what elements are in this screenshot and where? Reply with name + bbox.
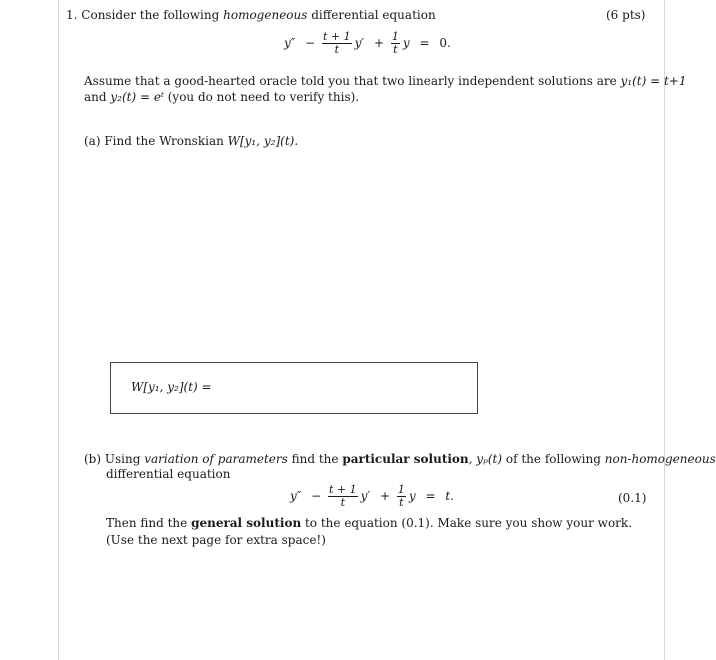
eq1-rhs: 0. [439, 36, 451, 50]
part-b-prompt-line-2: differential equation [106, 467, 231, 481]
part-b-label-yp: , yₚ(t) [468, 452, 503, 466]
part-b-prompt-line-1 [84, 452, 716, 467]
eq2-rhs: t. [445, 489, 454, 503]
eq1-frac2 [391, 31, 400, 56]
eq1-equals: = [419, 36, 430, 50]
part-b-extra-space-note: (Use the next page for extra space!) [106, 533, 326, 547]
assume-line-2 [84, 90, 359, 105]
eq2-frac1-num: t + 1 [328, 483, 357, 496]
problem-number: 1. [66, 8, 78, 22]
part-b-label-emph: variation of parameters [144, 452, 288, 466]
eq2-term2: y′ [360, 489, 371, 503]
eq2-term3: y [408, 489, 416, 503]
eq1-minus: − [305, 36, 316, 50]
part-b-then-bold: general solution [191, 516, 302, 530]
part-b-then-prefix: Then find the [106, 516, 192, 530]
eq1-term3: y [402, 36, 410, 50]
eq1-frac2-den: t [393, 43, 398, 56]
part-b-then-line [106, 516, 632, 531]
part-b-label-bold: particular solution [342, 452, 469, 466]
assume-line2-suffix: (you do not need to verify this). [163, 90, 360, 104]
assume-line-1 [84, 74, 686, 89]
eq2-frac2-den: t [399, 496, 404, 509]
problem-points: (6 pts) [606, 8, 646, 22]
eq2-minus: − [311, 489, 322, 503]
problem-intro-emph: homogeneous [223, 8, 308, 22]
eq2-plus: + [379, 489, 391, 503]
part-a-label: (a) Find the Wronskian [84, 134, 228, 148]
page-right-border [664, 0, 665, 660]
eq1-plus: + [373, 36, 385, 50]
homogeneous-equation [284, 31, 451, 56]
assume-line2-prefix: and [84, 90, 111, 104]
problem-intro-suffix: differential equation [307, 8, 436, 22]
assume-line1-prefix: Assume that a good-hearted oracle told you that two linearly independent solutions are [84, 74, 621, 88]
part-b-label-emph2: non-homogeneous [604, 452, 716, 466]
part-a-prompt [84, 134, 298, 149]
part-b-label-prefix: (b) Using [84, 452, 145, 466]
page-left-border [58, 0, 59, 660]
assume-y1: y₁(t) = t+1 [620, 74, 687, 88]
eq1-lhs: y″ [284, 36, 296, 50]
part-b-label-suffix: of the following [502, 452, 605, 466]
problem-heading [66, 8, 436, 23]
eq2-frac1-den: t [340, 496, 346, 509]
eq2-frac2 [397, 484, 406, 509]
eq1-term2: y′ [354, 36, 365, 50]
problem-intro-prefix: Consider the following [81, 8, 224, 22]
eq1-frac2-num: 1 [391, 30, 399, 43]
eq2-equals: = [425, 489, 436, 503]
part-b-then-suffix: to the equation (0.1). Make sure you show your work. [301, 516, 632, 530]
wronskian-answer-box[interactable] [110, 362, 478, 414]
eq1-frac1-num: t + 1 [322, 30, 351, 43]
part-b-label-mid: find the [287, 452, 343, 466]
eq1-frac1 [322, 31, 352, 56]
wronskian-answer-label: W[y₁, y₂](t) = [131, 380, 212, 394]
eq2-lhs: y″ [290, 489, 302, 503]
eq2-frac2-num: 1 [397, 483, 405, 496]
part-a-wronskian: W[y₁, y₂](t). [227, 134, 299, 148]
eq2-frac1 [328, 484, 358, 509]
assume-y2: y₂(t) = eᵗ [110, 90, 164, 104]
equation-number: (0.1) [618, 491, 647, 505]
eq1-frac1-den: t [334, 43, 340, 56]
non-homogeneous-equation [290, 484, 454, 509]
